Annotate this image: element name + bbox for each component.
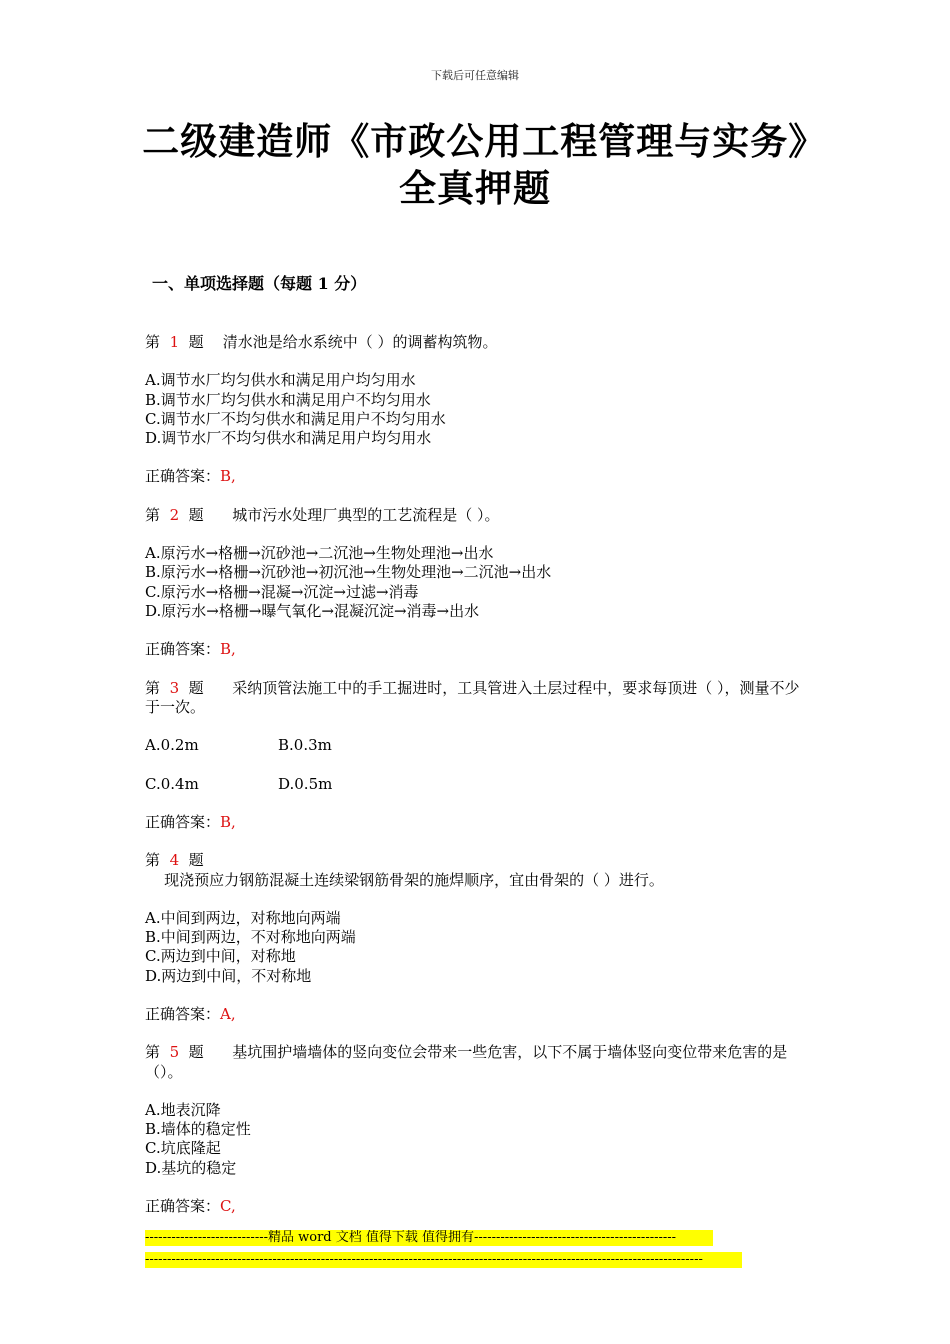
answer-label: 正确答案： (145, 640, 221, 659)
question-suffix: 题 (188, 333, 204, 351)
option: B.墙体的稳定性 (145, 1120, 251, 1139)
option: B.调节水厂均匀供水和满足用户不均匀用水 (145, 390, 431, 409)
question-3 (145, 679, 805, 852)
answer-line (145, 467, 805, 486)
question-prefix: 第 (145, 851, 161, 870)
question-suffix: 题 (188, 678, 204, 697)
question-suffix: 题 (188, 851, 204, 870)
question-2 (145, 506, 805, 679)
option: C.0.4m (145, 774, 199, 793)
footer-line-1: ----------------------------精品 word 文档 值得下载 值得拥有---------------------------------------------- (145, 1230, 713, 1246)
question-prefix: 第 (145, 505, 161, 524)
answer-line (145, 1005, 805, 1024)
option: D.调节水厂不均匀供水和满足用户均匀用水 (145, 429, 432, 447)
question-number: 2 (169, 505, 180, 524)
answer-value: B, (220, 467, 236, 486)
answer-value: C, (220, 1196, 236, 1215)
footer-line-2: ------------------------------------------------------------------------------------------------------------------------------- (145, 1252, 742, 1268)
question-number: 3 (169, 678, 180, 697)
option: A.0.2m (145, 736, 199, 755)
question-1 (145, 333, 805, 506)
answer-label: 正确答案： (145, 812, 221, 831)
question-list (145, 333, 805, 1216)
option: D.基坑的稳定 (145, 1158, 237, 1177)
option: A.调节水厂均匀供水和满足用户均匀用水 (145, 371, 416, 390)
header-note: 下载后可任意编辑 (431, 69, 519, 82)
question-prefix: 第 (145, 1043, 161, 1062)
option-row (145, 775, 805, 794)
option: C.调节水厂不均匀供水和满足用户不均匀用水 (145, 409, 446, 428)
question-text: 清水池是给水系统中（ ）的调蓄构筑物。 (222, 333, 498, 351)
question-suffix: 题 (188, 1043, 204, 1062)
option: C.坑底隆起 (145, 1139, 221, 1158)
question-stem (145, 333, 805, 352)
question-heading (145, 851, 805, 870)
section-heading: 一、单项选择题（每题 1 分） (152, 274, 367, 293)
question-stem (145, 1043, 805, 1081)
option: C.两边到中间，对称地 (145, 947, 296, 966)
option: B.原污水→格栅→沉砂池→初沉池→生物处理池→二沉池→出水 (145, 563, 552, 582)
question-stem (145, 679, 805, 717)
option: A.原污水→格栅→沉砂池→二沉池→生物处理池→出水 (145, 544, 494, 563)
answer-line (145, 813, 805, 832)
option-row (145, 736, 805, 755)
option: D.原污水→格栅→曝气氧化→混凝沉淀→消毒→出水 (145, 601, 480, 620)
question-text: 基坑围护墙墙体的竖向变位会带来一些危害，以下不属于墙体竖向变位带来危害的是（）。 (145, 1043, 788, 1081)
question-text: 城市污水处理厂典型的工艺流程是（ ）。 (232, 505, 500, 524)
option: B.0.3m (278, 736, 332, 755)
question-number: 1 (169, 333, 180, 351)
option: B.中间到两边，不对称地向两端 (145, 928, 356, 947)
option: D.0.5m (278, 774, 333, 793)
option: D.两边到中间，不对称地 (145, 966, 312, 985)
question-prefix: 第 (145, 333, 161, 351)
footer-banner (145, 1230, 742, 1268)
question-text: 采纳顶管法施工中的手工掘进时，工具管进入土层过程中，要求每顶进（ ），测量不少于一次。 (145, 678, 800, 716)
option: C.原污水→格栅→混凝→沉淀→过滤→消毒 (145, 582, 419, 601)
question-number: 5 (169, 1043, 180, 1062)
answer-value: B, (220, 812, 236, 831)
option: A.地表沉降 (145, 1100, 221, 1119)
answer-label: 正确答案： (145, 1196, 221, 1215)
question-number: 4 (169, 851, 180, 870)
answer-label: 正确答案： (145, 467, 221, 486)
question-4 (145, 851, 805, 1043)
option: A.中间到两边，对称地向两端 (145, 908, 341, 927)
answer-value: A, (220, 1004, 236, 1023)
question-text: 现浇预应力钢筋混凝土连续梁钢筋骨架的施焊顺序，宜由骨架的（ ）进行。 (164, 870, 664, 889)
question-5 (145, 1043, 805, 1216)
question-stem (145, 506, 805, 525)
question-prefix: 第 (145, 678, 161, 697)
answer-label: 正确答案： (145, 1004, 221, 1023)
answer-value: B, (220, 640, 236, 659)
answer-line (145, 1197, 805, 1216)
answer-line (145, 640, 805, 659)
document-title: 二级建造师《市政公用工程管理与实务》全真押题 (142, 119, 808, 210)
question-suffix: 题 (188, 505, 204, 524)
